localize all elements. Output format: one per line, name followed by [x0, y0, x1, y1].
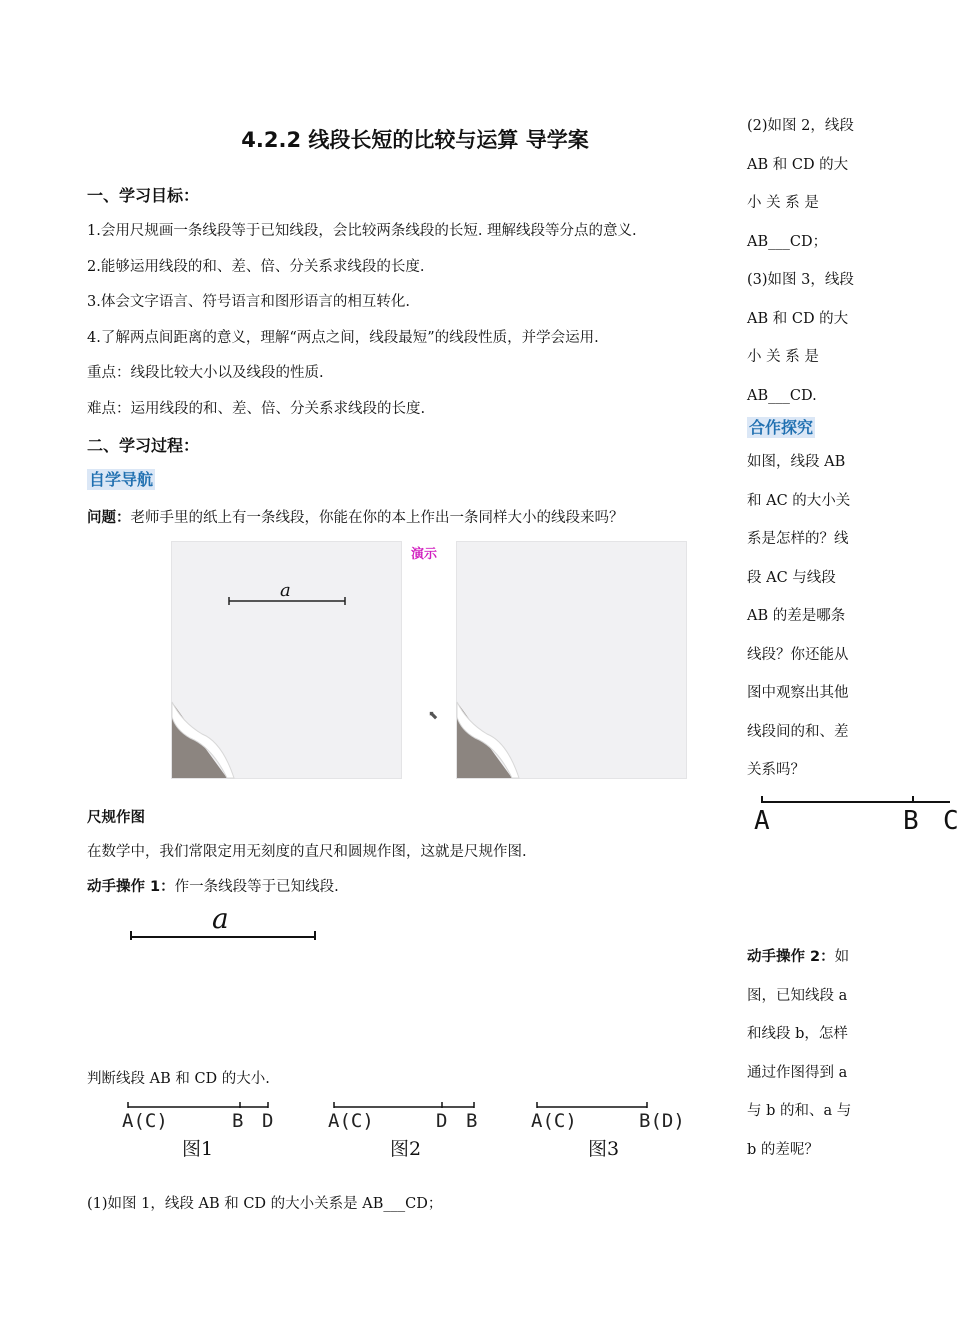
- paper-photo-right: [456, 541, 687, 779]
- question-2-block: [747, 107, 865, 415]
- difficulty: 难点：运用线段的和、差、倍、分关系求线段的长度.: [87, 401, 426, 417]
- paper-photo-left: [171, 541, 402, 779]
- q2-line-2: AB 和 CD 的大: [747, 156, 849, 173]
- compare-text: 判断线段 AB 和 CD 的大小.: [87, 1071, 270, 1087]
- op1-text: 作一条线段等于已知线段.: [174, 879, 339, 895]
- op2-line-1: 图，已知线段 a: [747, 987, 848, 1004]
- ruler-text: 在数学中，我们常限定用无刻度的直尺和圆规作图，这就是尺规作图.: [87, 844, 527, 860]
- op2-line-5: b 的差呢？: [747, 1141, 819, 1158]
- op1: [87, 875, 339, 896]
- fig2-caption: 图2: [390, 1138, 422, 1160]
- fig3-left-label: A(C): [531, 1110, 577, 1132]
- cooperate-tag: 合作探究: [749, 418, 814, 437]
- cursor-icon: ⬉: [428, 708, 439, 722]
- point-c-label: C: [943, 806, 959, 836]
- goal-2: 2.能够运用线段的和、差、倍、分关系求线段的长度.: [87, 259, 425, 275]
- q2-line-4: AB___CD；: [747, 233, 828, 250]
- demo-label: 演示: [411, 547, 438, 562]
- fig2-mid-label: D: [436, 1110, 448, 1132]
- op2-line-4: 与 b 的和、a 与: [747, 1103, 852, 1119]
- op2-line-2: 和线段 b，怎样: [747, 1026, 848, 1042]
- explore-block: [747, 443, 865, 790]
- fig1-mid-label: B: [232, 1110, 244, 1132]
- question-text: 老师手里的纸上有一条线段，你能在你的本上作出一条同样大小的线段来吗？: [130, 510, 624, 526]
- question: [87, 506, 624, 527]
- explore-line-7: 图中观察出其他: [747, 685, 849, 701]
- op2-label: 动手操作 2：: [747, 949, 835, 965]
- fig3-caption: 图3: [588, 1138, 620, 1160]
- explore-line-5: AB 的差是哪条: [747, 608, 846, 624]
- op2-line-3: 通过作图得到 a: [747, 1064, 848, 1081]
- question-1: (1)如图 1，线段 AB 和 CD 的大小关系是 AB___CD；: [87, 1196, 443, 1212]
- key-point: 重点：线段比较大小以及线段的性质.: [87, 365, 324, 381]
- demo-segment-label: a: [280, 580, 291, 601]
- paper-illustration-right: [457, 542, 686, 778]
- point-b-label: B: [903, 806, 919, 836]
- q2-line-3: 小 关 系 是: [747, 195, 819, 211]
- self-study-tag: 自学导航: [89, 470, 154, 489]
- explore-line-2: 和 AC 的大小关: [747, 492, 851, 509]
- op2-first: 如: [834, 949, 850, 965]
- fig1-right-label: D: [262, 1110, 274, 1132]
- q3-line-4: AB___CD.: [747, 387, 817, 404]
- goal-1: 1.会用尺规画一条线段等于已知线段，会比较两条线段的长短. 理解线段等分点的意义.: [87, 223, 637, 239]
- goal-3: 3.体会文字语言、符号语言和图形语言的相互转化.: [87, 294, 410, 310]
- page-title: 4.2.2 线段长短的比较与运算 导学案: [241, 128, 589, 152]
- q3-line-3: 小 关 系 是: [747, 349, 819, 365]
- fig3-right-label: B(D): [639, 1110, 685, 1132]
- op1-segment-label: a: [212, 902, 229, 935]
- line-abc: [757, 794, 950, 806]
- explore-line-1: 如图，线段 AB: [747, 454, 846, 470]
- question-label: 问题：: [87, 510, 131, 526]
- explore-line-9: 关系吗？: [747, 762, 805, 778]
- fig1-left-label: A(C): [122, 1110, 168, 1132]
- fig2-right-label: B: [466, 1110, 478, 1132]
- point-a-label: A: [754, 806, 770, 836]
- explore-line-8: 线段间的和、差: [747, 723, 849, 740]
- op1-segment: [128, 902, 318, 942]
- paper-illustration-left: [172, 542, 401, 778]
- explore-line-6: 线段？你还能从: [747, 646, 849, 663]
- ruler-heading: 尺规作图: [87, 810, 145, 826]
- q2-line-1: (2)如图 2，线段: [747, 118, 854, 134]
- goal-4: 4.了解两点间距离的意义，理解“两点之间，线段最短”的线段性质，并学会运用.: [87, 330, 599, 346]
- fig2-left-label: A(C): [328, 1110, 374, 1132]
- explore-line-3: 系是怎样的？线: [747, 531, 849, 547]
- op2-block: [747, 938, 865, 1169]
- explore-line-4: 段 AC 与线段: [747, 569, 836, 586]
- q3-line-2: AB 和 CD 的大: [747, 310, 849, 327]
- section-heading-process: 二、学习过程：: [87, 436, 200, 455]
- section-heading-goals: 一、学习目标：: [87, 186, 200, 205]
- q3-line-1: (3)如图 3，线段: [747, 272, 854, 288]
- op1-label: 动手操作 1：: [87, 879, 175, 895]
- line-abc-figure: [754, 794, 959, 844]
- fig1-caption: 图1: [182, 1138, 214, 1160]
